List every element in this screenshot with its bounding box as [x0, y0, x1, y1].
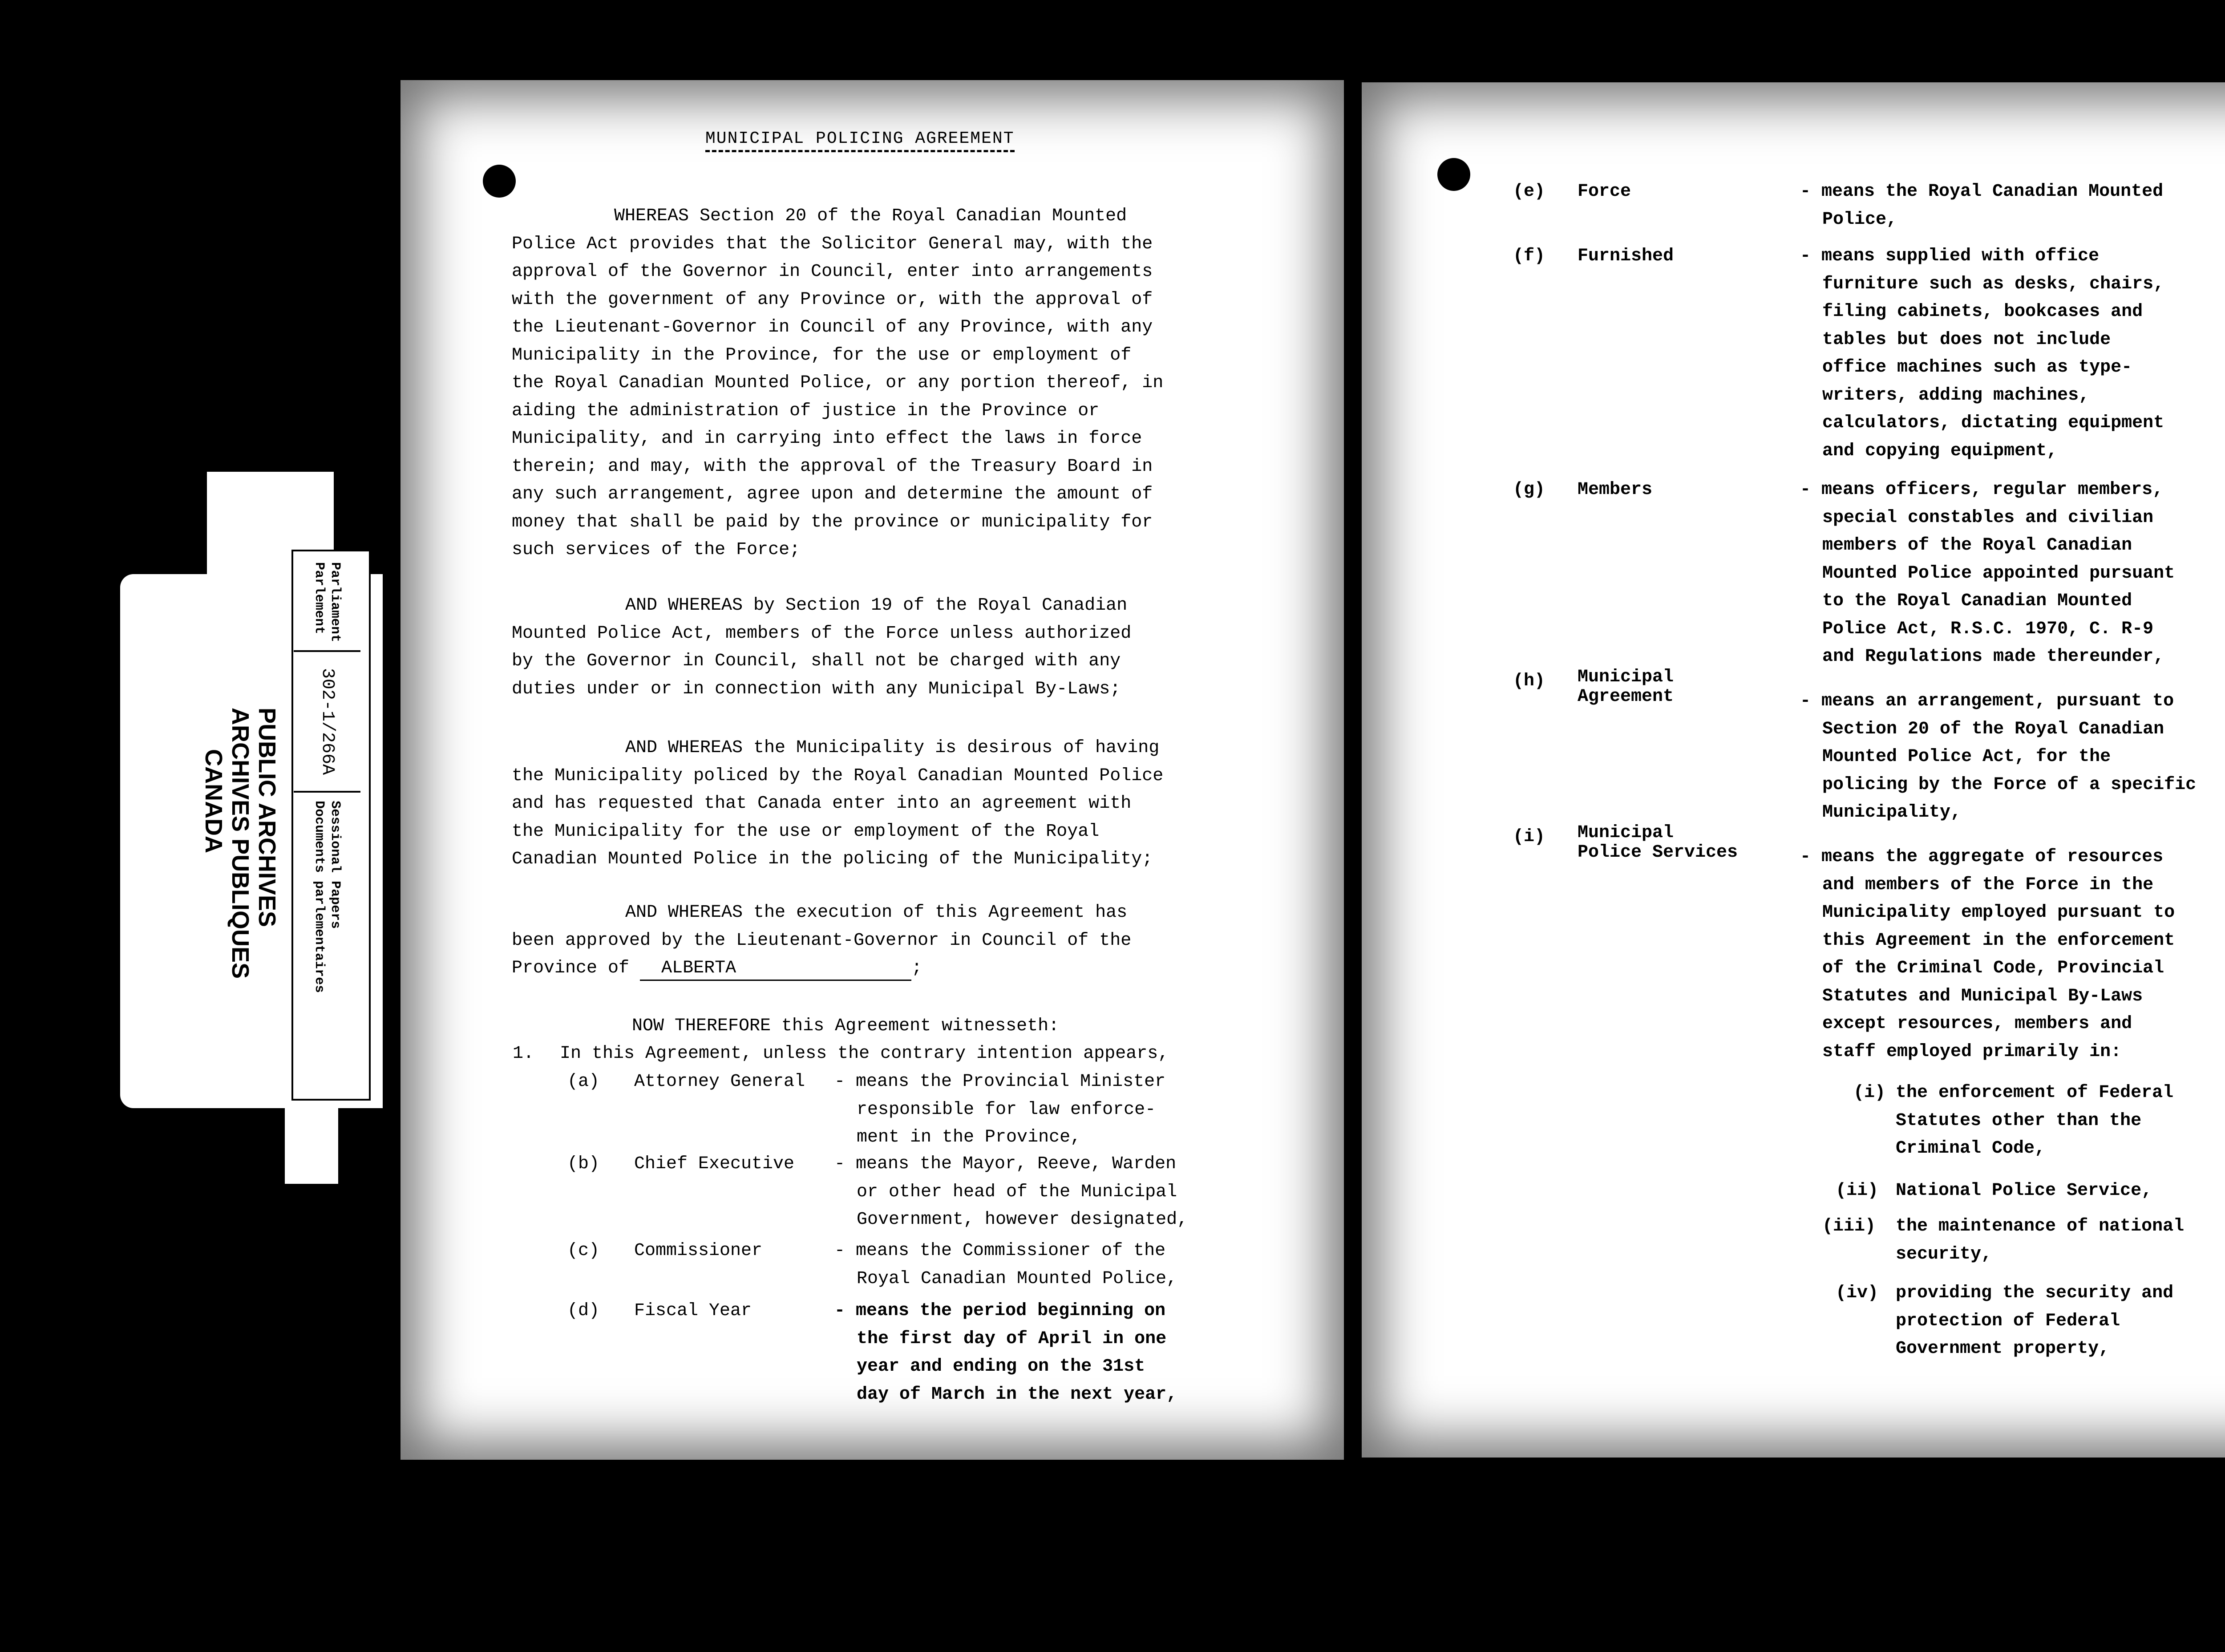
sub-item-line: Government property,	[1896, 1339, 2110, 1359]
definition-line: - means the Commissioner of the	[834, 1241, 1166, 1261]
sub-item-line: security,	[1896, 1244, 1992, 1264]
definition-line: Municipality employed pursuant to	[1822, 903, 2175, 923]
definition-line: - means an arrangement, pursuant to	[1800, 691, 2174, 711]
sub-item-line: Criminal Code,	[1896, 1138, 2046, 1158]
definition-line: - means officers, regular members,	[1800, 480, 2164, 500]
definition-line: Police,	[1822, 209, 1897, 230]
definition-line: of the Criminal Code, Provincial	[1822, 958, 2164, 978]
definition-term	[1578, 178, 1631, 206]
clause-number: 1.	[513, 1044, 534, 1064]
text-line: Municipality in the Province, for the use or employment of	[512, 345, 1132, 365]
reference-parliament-fr: Parlement	[312, 562, 327, 635]
sub-item-line: protection of Federal	[1896, 1311, 2120, 1331]
definition-line: - means supplied with office	[1800, 246, 2100, 266]
definition-line: Royal Canadian Mounted Police,	[857, 1268, 1177, 1289]
province-value: ALBERTA	[661, 958, 736, 978]
reference-sessional-fr: Documents parlementaires	[312, 801, 327, 993]
definition-text	[1800, 243, 2164, 465]
text-line: money that shall be paid by the province or municipality for	[512, 512, 1153, 532]
archive-stamp-line: CANADA	[200, 749, 227, 853]
text-line: Police Act provides that the Solicitor General may, with the	[512, 234, 1153, 254]
definition-line: - means the aggregate of resources	[1800, 847, 2164, 867]
text-line: Canadian Mounted Police in the policing of the Municipality;	[512, 849, 1153, 869]
sub-item-line: Statutes other than the	[1896, 1110, 2142, 1131]
definition-term: Attorney General	[634, 1072, 805, 1092]
definition-term: Fiscal Year	[634, 1301, 752, 1321]
text-line: the Royal Canadian Mounted Police, or any portion thereof, in	[512, 373, 1164, 393]
text-line: approval of the Governor in Council, enter into arrangements	[512, 262, 1153, 282]
sub-item-text	[1896, 1079, 2173, 1163]
text-line: WHEREAS Section 20 of the Royal Canadian Mounted	[614, 206, 1127, 226]
whereas-paragraph-1	[512, 202, 1224, 564]
definition-line: Government, however designated,	[857, 1210, 1188, 1230]
definition-line: members of the Royal Canadian	[1822, 535, 2132, 555]
whereas-paragraph-4	[512, 899, 1224, 983]
definition-line: filing cabinets, bookcases and	[1822, 302, 2143, 322]
definition-term	[1578, 243, 1674, 271]
definition-key: (c)	[567, 1241, 600, 1261]
definition-line: the first day of April in one	[857, 1328, 1167, 1349]
definition-line: Section 20 of the Royal Canadian	[1822, 719, 2164, 739]
text-line: the Municipality policed by the Royal Canadian Mounted Police	[512, 765, 1164, 786]
definition-line: year and ending on the 31st	[857, 1356, 1145, 1377]
reference-number: 302-1/266A	[294, 652, 360, 793]
definition-term-line: Municipal	[1578, 667, 1674, 687]
definition-line: day of March in the next year,	[857, 1384, 1177, 1405]
document-title: MUNICIPAL POLICING AGREEMENT	[705, 129, 1015, 152]
definition-line: - means the Mayor, Reeve, Warden	[834, 1154, 1177, 1174]
definition-line: calculators, dictating equipment	[1822, 413, 2164, 433]
text-line: AND WHEREAS by Section 19 of the Royal Canadian	[625, 595, 1128, 615]
text-line: AND WHEREAS the execution of this Agreement has	[625, 903, 1128, 923]
definition-line: - means the period beginning on	[834, 1301, 1166, 1321]
definition-line: responsible for law enforce-	[857, 1099, 1156, 1120]
definition-line: Statutes and Municipal By-Laws	[1822, 986, 2143, 1006]
definition-key: (a)	[567, 1072, 600, 1092]
definition-term: Commissioner	[634, 1241, 763, 1261]
definition-line: office machines such as type-	[1822, 357, 2132, 377]
definition-line: - means the Royal Canadian Mounted	[1800, 182, 2164, 202]
sub-item-key: (iv)	[1836, 1283, 1879, 1303]
definition-key: (e)	[1513, 182, 1545, 202]
text-line: by the Governor in Council, shall not be charged with any	[512, 651, 1121, 671]
definition-term-line: Members	[1578, 480, 1653, 500]
sub-item-line: providing the security and	[1896, 1283, 2174, 1303]
province-field	[640, 957, 911, 981]
definition-text	[834, 1237, 1177, 1293]
reference-sessional	[294, 793, 360, 1001]
definition-term	[1578, 476, 1652, 504]
definition-line: except resources, members and	[1822, 1014, 2132, 1034]
definition-line: Mounted Police appointed pursuant	[1822, 563, 2175, 583]
sub-item-key: (iii)	[1822, 1216, 1876, 1236]
definition-line: writers, adding machines,	[1822, 385, 2090, 405]
archive-stamp-line: ARCHIVES PUBLIQUES	[227, 708, 254, 979]
text-line: Municipality, and in carrying into effect the laws in force	[512, 429, 1142, 449]
archive-stamp-line: PUBLIC ARCHIVES	[254, 708, 280, 927]
sub-item-line: the maintenance of national	[1896, 1216, 2185, 1236]
definition-text	[1800, 688, 2196, 827]
sub-item-line: the enforcement of Federal	[1896, 1083, 2174, 1103]
definition-text	[1800, 476, 2175, 671]
definition-line: Police Act, R.S.C. 1970, C. R-9	[1822, 619, 2154, 639]
province-suffix: ;	[911, 958, 922, 978]
definition-text	[1800, 178, 2163, 234]
text-line: and has requested that Canada enter into an agreement with	[512, 794, 1132, 814]
definition-key: (i)	[1513, 827, 1545, 847]
reference-label-text	[294, 554, 360, 1093]
definition-line: policing by the Force of a specific	[1822, 774, 2197, 795]
punch-hole	[1437, 158, 1470, 191]
page-left	[400, 80, 1344, 1460]
definition-term	[1578, 823, 1738, 862]
sub-item-line: National Police Service,	[1896, 1181, 2152, 1201]
definition-key: (g)	[1513, 480, 1545, 500]
reference-sessional-en: Sessional Papers	[328, 801, 343, 929]
definition-key: (h)	[1513, 671, 1545, 691]
text-line: duties under or in connection with any Municipal By-Laws;	[512, 679, 1121, 699]
whereas-paragraph-3	[512, 734, 1224, 874]
definition-line: and members of the Force in the	[1822, 875, 2154, 895]
text-line: the Lieutenant-Governor in Council of any Province, with any	[512, 317, 1153, 337]
definition-term-line: Furnished	[1578, 246, 1674, 266]
text-line: aiding the administration of justice in the Province or	[512, 401, 1100, 421]
sub-item-key: (i)	[1853, 1083, 1886, 1103]
text-line: been approved by the Lieutenant-Governor in Council of the	[512, 930, 1132, 951]
text-line: any such arrangement, agree upon and determine the amount of	[512, 484, 1153, 504]
reference-parliament	[294, 554, 360, 652]
definition-line: and Regulations made thereunder,	[1822, 647, 2164, 667]
definition-line: and copying equipment,	[1822, 441, 2058, 461]
definition-line: special constables and civilian	[1822, 507, 2154, 528]
definition-term: Chief Executive	[634, 1154, 795, 1174]
definition-line: tables but does not include	[1822, 329, 2111, 350]
definition-text	[1800, 843, 2175, 1066]
sub-item-key: (ii)	[1836, 1181, 1879, 1201]
definition-key: (b)	[567, 1154, 600, 1174]
definition-text	[834, 1150, 1188, 1234]
witnesseth-line: NOW THEREFORE this Agreement witnesseth:	[632, 1016, 1060, 1036]
definition-term	[1578, 668, 1674, 707]
sub-item-text	[1896, 1213, 2184, 1268]
reference-parliament-en: Parliament	[328, 562, 343, 643]
definition-text	[834, 1068, 1165, 1152]
definition-line: - means the Provincial Minister	[834, 1072, 1166, 1092]
text-line: with the government of any Province or, with the approval of	[512, 289, 1153, 310]
text-line: such services of the Force;	[512, 540, 801, 560]
sub-item-text	[1896, 1279, 2173, 1363]
definition-term-line: Police Services	[1578, 842, 1738, 862]
text-line: AND WHEREAS the Municipality is desirous of having	[625, 738, 1160, 758]
province-line	[512, 955, 1224, 983]
definition-line: furniture such as desks, chairs,	[1822, 274, 2164, 294]
text-line: the Municipality for the use or employment of the Royal	[512, 821, 1100, 842]
text-line: Mounted Police Act, members of the Force unless authorized	[512, 623, 1132, 644]
definition-key: (d)	[567, 1301, 600, 1321]
text-line: therein; and may, with the approval of the Treasury Board in	[512, 456, 1153, 477]
definition-text	[834, 1297, 1177, 1409]
definition-term-line: Force	[1578, 182, 1631, 202]
definition-key: (f)	[1513, 246, 1545, 266]
sub-item-text	[1896, 1177, 2152, 1205]
definition-line: ment in the Province,	[857, 1127, 1081, 1147]
archive-stamp	[200, 708, 280, 979]
definition-line: to the Royal Canadian Mounted	[1822, 591, 2132, 611]
page-right	[1362, 82, 2225, 1458]
definition-line: Municipality,	[1822, 802, 1962, 822]
clause-intro: In this Agreement, unless the contrary intention appears,	[560, 1044, 1169, 1064]
definition-line: staff employed primarily in:	[1822, 1041, 2122, 1062]
punch-hole	[483, 165, 516, 198]
definition-term-line: Municipal	[1578, 823, 1674, 843]
definition-line: or other head of the Municipal	[857, 1182, 1177, 1202]
definition-line: Mounted Police Act, for the	[1822, 747, 2111, 767]
province-prefix: Province of	[512, 958, 630, 978]
whereas-paragraph-2	[512, 592, 1224, 703]
definition-line: this Agreement in the enforcement	[1822, 930, 2175, 951]
definition-term-line: Agreement	[1578, 687, 1674, 707]
